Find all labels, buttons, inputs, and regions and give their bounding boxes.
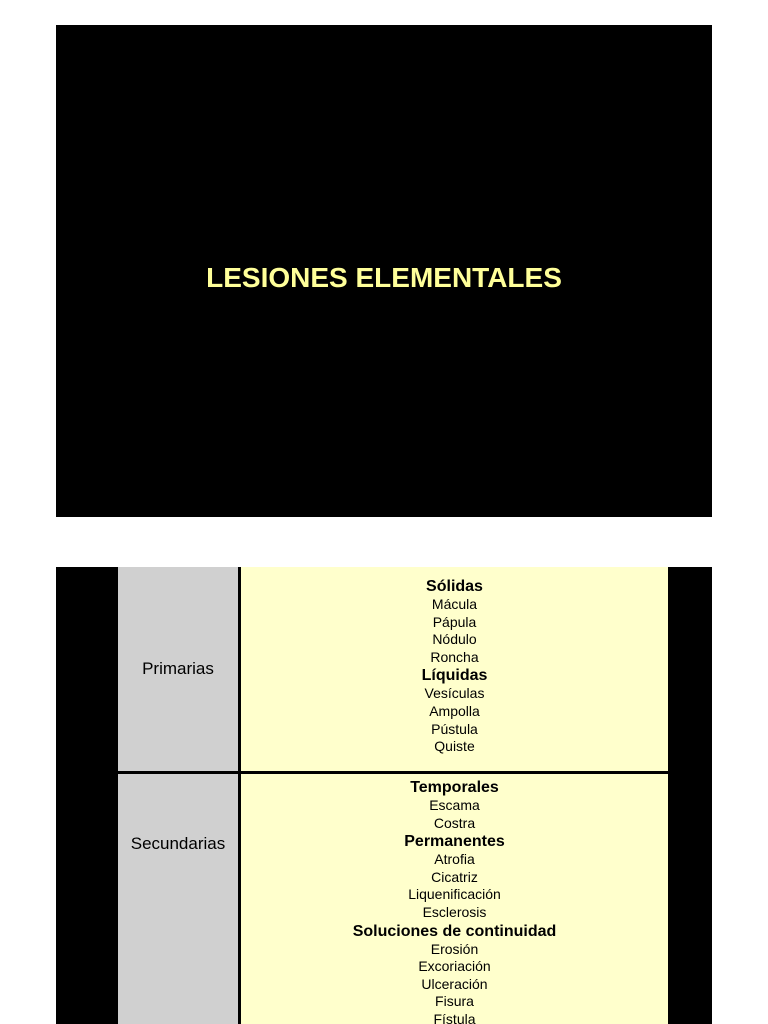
list-item: Cicatriz (431, 868, 478, 885)
list-item: Ulceración (421, 975, 488, 992)
list-item: Quiste (434, 738, 475, 755)
list-item: Erosión (430, 940, 479, 957)
list-item: Mácula (431, 596, 478, 612)
group-heading-permanentes: Permanentes (404, 833, 505, 851)
row-label-secundarias-text: Secundarias (130, 834, 226, 853)
row-label-secundarias (118, 774, 238, 1024)
group-heading-liquidas: Líquidas (421, 667, 488, 685)
list-item: Esclerosis (422, 903, 487, 920)
classification-slide (56, 567, 712, 1024)
lesion-table (118, 567, 668, 1024)
table-row-secundarias (118, 774, 668, 1024)
table-row-primarias (118, 567, 668, 771)
list-item: Roncha (430, 648, 479, 665)
list-item: Fístula (433, 1010, 476, 1024)
list-item: Pústula (431, 720, 478, 737)
slide-title: LESIONES ELEMENTALES (206, 262, 562, 293)
title-slide (56, 25, 712, 517)
group-heading-soluciones: Soluciones de continuidad (352, 922, 557, 940)
list-item: Escama (429, 797, 480, 813)
list-item: Liquenificación (408, 886, 501, 903)
content-cell-secundarias (241, 774, 668, 1024)
list-item: Ampolla (429, 702, 480, 719)
list-item: Nódulo (432, 631, 477, 648)
list-item: Costra (433, 814, 476, 831)
list-item: Pápula (432, 613, 477, 630)
row-label-primarias: Primarias (118, 567, 238, 771)
group-heading-temporales: Temporales (410, 779, 499, 796)
group-heading-solidas: Sólidas (426, 578, 483, 595)
list-item: Excoriación (418, 958, 491, 975)
list-item: Fisura (435, 993, 474, 1010)
list-item: Vesículas (424, 685, 485, 702)
list-item: Atrofia (434, 851, 475, 868)
content-cell-primarias (241, 567, 668, 771)
